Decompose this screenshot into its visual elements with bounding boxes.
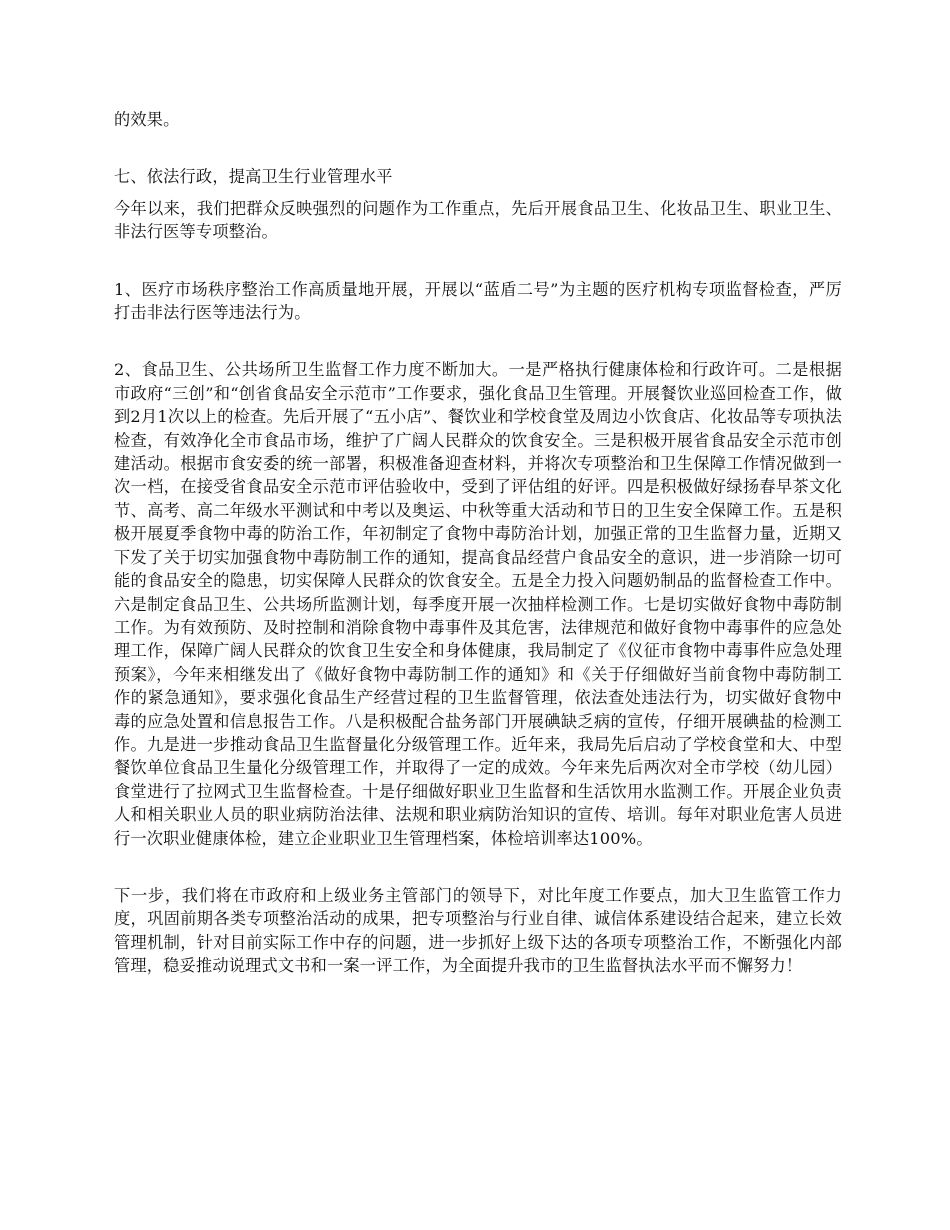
paragraph-gap (114, 189, 842, 197)
paragraph-gap (114, 244, 842, 278)
document-page (114, 108, 842, 978)
paragraph-gap (114, 324, 842, 358)
paragraph-next-steps: 下一步，我们将在市政府和上级业务主管部门的领导下，对比年度工作要点，加大卫生监管工作力度，巩固前期各类专项整治活动的成果，把专项整治与行业自律、诚信体系建设结合起来，建立长效管理机制，针对目前实际工作中存的问题，进一步抓好上级下达的各项专项整治工作，不断强化内部管理，稳妥推动说理式文书和一案一评工作，为全面提升我市的卫生监督执法水平而不懈努力！ (114, 885, 842, 976)
section-heading: 七、依法行政，提高卫生行业管理水平 (114, 167, 393, 187)
paragraph-item-2: 2、食品卫生、公共场所卫生监督工作力度不断加大。一是严格执行健康体检和行政许可。二是根据市政府“三创”和“创省食品安全示范市”工作要求，强化食品卫生管理。开展餐饮业巡回检查工作，做到2月1次以上的检查。先后开展了“五小店”、餐饮业和学校食堂及周边小饮食店、化妆品等专项执法检查，有效净化全市食品市场，维护了广阔人民群众的饮食安全。三是积极开展省食品安全示范市创建活动。根据市食安委的统一部署，积极准备迎查材料，并将次专项整治和卫生保障工作情况做到一次一档，在接受省食品安全示范市评估验收中，受到了评估组的好评。四是积极做好绿扬春早茶文化节、高考、高二年级水平测试和中考以及奥运、中秋等重大活动和节日的卫生安全保障工作。五是积极开展夏季食物中毒的防治工作，年初制定了食物中毒防治计划，加强正常的卫生监督力量，近期又下发了关于切实加强食物中毒防制工作的通知，提高食品经营户食品安全的意识，进一步消除一切可能的食品安全的隐患，切实保障人民群众的饮食安全。五是全力投入问题奶制品的监督检查工作中。六是制定食品卫生、公共场所监测计划，每季度开展一次抽样检测工作。七是切实做好食物中毒防制工作。为有效预防、及时控制和消除食物中毒事件及其危害，法律规范和做好食物中毒事件的应急处理工作，保障广阔人民群众的饮食卫生安全和身体健康，我局制定了《仪征市食物中毒事件应急处理预案》，今年来相继发出了《做好食物中毒防制工作的通知》和《关于仔细做好当前食物中毒防制工作的紧急通知》，要求强化食品生产经营过程的卫生监督管理，依法查处违法行为，切实做好食物中毒的应急处置和信息报告工作。八是积极配合盐务部门开展碘缺乏病的宣传，仔细开展碘盐的检测工作。九是进一步推动食品卫生监督量化分级管理工作。近年来，我局先后启动了学校食堂和大、中型餐饮单位食品卫生量化分级管理工作，并取得了一定的成效。今年来先后两次对全市学校（幼儿园）食堂进行了拉网式卫生监督检查。十是仔细做好职业卫生监督和生活饮用水监测工作。开展企业负责人和相关职业人员的职业病防治法律、法规和职业病防治知识的宣传、培训。每年对职业危害人员进行一次职业健康体检，建立企业职业卫生管理档案，体检培训率达100%。 (114, 360, 842, 848)
paragraph-item-1: 1、医疗市场秩序整治工作高质量地开展，开展以“蓝盾二号”为主题的医疗机构专项监督检查，严厉打击非法行医等违法行为。 (114, 279, 842, 323)
paragraph-intro: 今年以来，我们把群众反映强烈的问题作为工作重点，先后开展食品卫生、化妆品卫生、职业卫生、非法行医等专项整治。 (114, 198, 842, 242)
paragraph-gap (114, 131, 842, 165)
paragraph-continuation: 的效果。 (114, 110, 180, 129)
paragraph-gap (114, 850, 842, 884)
